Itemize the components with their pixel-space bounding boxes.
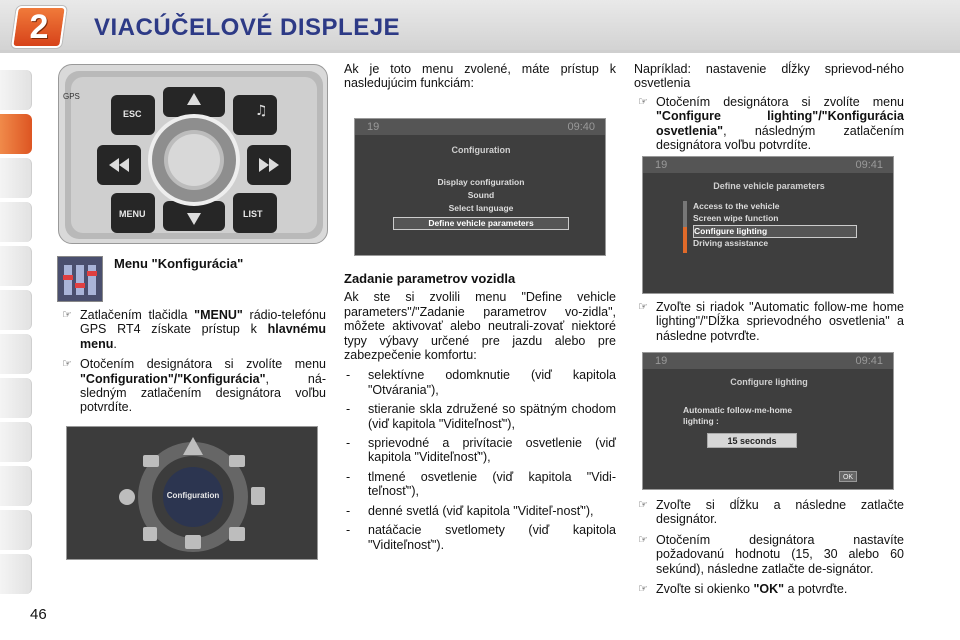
list-item: - denné svetlá (viď kapitola "Viditeľ-nosť"), [346,503,594,518]
screen-title: Define vehicle parameters [713,181,825,191]
esc-button-label: ESC [123,109,142,119]
screen-menu-item[interactable]: Access to the vehicle [693,201,780,211]
configuration-wheel-screen [66,426,318,560]
chapter-tab-active[interactable] [0,114,32,154]
define-vehicle-parameters-screen [642,156,894,294]
screen-status-left: 19 [655,355,668,367]
screen-menu-item[interactable]: Screen wipe function [693,213,779,223]
menu-configuration-heading: Menu "Konfigurácia" [114,256,244,271]
hand-pointer-icon: ☞ [638,301,648,313]
chapter-tab[interactable] [0,202,32,242]
screen-title: Configuration [451,145,511,155]
list-item: - natáčacie svetlomety (viď kapitola "Viditeľnosť"). [346,523,616,552]
screen-scrollbar[interactable] [683,201,687,253]
column-3-mid-text [634,300,904,349]
chapter-tabs [0,70,32,598]
column-1-text [58,308,326,421]
list-item: - stieranie skla združené so spätným chodom (viď kapitola "Viditeľnosť"), [346,402,616,431]
svg-text:GPS: GPS [63,92,80,101]
chapter-number: 2 [29,8,49,46]
list-item: - selektívne odomknutie (viď kapitola "Otvárania"), [346,368,616,397]
screen-menu-item[interactable]: Display configuration [437,177,525,187]
radio-control-photo [58,64,328,244]
hand-pointer-icon: ☞ [638,95,648,108]
bullet-item: ☞ Otočením designátora nastavíte požadovanú hodnotu (15, 30 alebo 60 sekúnd), následne zatlačte de-signátor. [634,533,904,576]
section-heading: Zadanie parametrov vozidla [344,271,516,286]
configure-lighting-screen [642,352,894,490]
list-item: - tlmené osvetlenie (viď kapitola "Vidi-teľnosť"), [346,469,616,499]
page-number: 46 [30,606,47,623]
hand-pointer-icon: ☞ [638,583,648,596]
wheel-center-label: Configuration [166,491,220,500]
configuration-screen [354,118,606,256]
bullet-item: ☞ Zatlačením tlačidla "MENU" rádio-telefónu GPS RT4 získate prístup k hlavnému menu. [58,308,326,351]
screen-menu-list [355,177,606,230]
column-2-intro: Ak je toto menu zvolené, máte prístup k nasledujúcim funkciám: [344,62,616,91]
chapter-tab[interactable] [0,334,32,374]
setting-label: lighting : [683,416,719,426]
screen-menu-item[interactable]: Select language [448,203,514,213]
screen-menu-item[interactable]: Sound [467,190,495,200]
screen-menu-item-selected[interactable]: Define vehicle parameters [393,217,569,230]
page-title: VIACÚČELOVÉ DISPLEJE [94,14,401,41]
screen-status-left: 19 [655,159,668,171]
example-intro: Napríklad: nastavenie dĺžky sprievod-ného osvetlenia [634,62,904,91]
menu-button-label: MENU [119,209,146,219]
chapter-tab[interactable] [0,70,32,110]
screen-menu-item[interactable]: Driving assistance [693,238,769,248]
chapter-tab[interactable] [0,422,32,462]
hand-pointer-icon: ☞ [638,533,648,546]
chapter-tab[interactable] [0,378,32,418]
duration-value-field[interactable]: 15 seconds [707,433,797,448]
screen-menu-list [693,201,883,250]
hand-pointer-icon: ☞ [62,309,72,321]
chapter-tab[interactable] [0,554,32,594]
screen-status-left: 19 [367,121,380,133]
chapter-tab[interactable] [0,510,32,550]
screen-menu-item-selected[interactable]: Configure lighting [693,225,857,238]
setting-label: Automatic follow-me-home [683,405,793,415]
bullet-item: ☞ Zvoľte si okienko "OK" a potvrďte. [634,582,904,596]
screen-clock: 09:41 [855,355,883,367]
chapter-tab[interactable] [0,466,32,506]
header-divider [0,50,960,53]
list-item: - sprievodné a privítacie osvetlenie (viď kapitola "Viditeľnosť"), [346,436,616,465]
ok-button[interactable]: OK [839,471,857,482]
column-2-text [344,272,616,557]
hand-pointer-icon: ☞ [638,499,648,511]
bullet-item: ☞ Otočením designátora si zvolíte menu "Configure lighting"/"Konfigurácia osvetlenia", následným zatlačením designátora voľbu potvrdíte. [634,95,904,153]
svg-text:♫: ♫ [255,103,268,119]
column-3-top-text [634,62,904,158]
bullet-item: ☞ Zvoľte si riadok "Automatic follow-me home lighting"/"Dĺžka sprievodného osvetlenia" a následne potvrďte. [634,300,904,343]
chapter-tab[interactable] [0,246,32,286]
screen-title: Configure lighting [730,377,808,387]
bullet-item: ☞ Zvoľte si dĺžku a následne zatlačte designátor. [634,498,904,527]
chapter-tab[interactable] [0,290,32,330]
column-3-bottom-text [634,498,904,602]
configuration-menu-icon [57,256,103,302]
list-button-label: LIST [243,209,263,219]
section-body: Ak ste si zvolili menu "Define vehicle parameters"/"Zadanie parametrov vo-zidla", môžete aktivovať alebo neutrali-zovať niektoré typy výbavy určené pre jazdu alebo pre zabezpečenie komfortu: [344,290,616,363]
screen-clock: 09:40 [567,121,595,133]
chapter-tab[interactable] [0,158,32,198]
hand-pointer-icon: ☞ [62,358,72,371]
bullet-item: ☞ Otočením designátora si zvolíte menu "Configuration"/"Konfigurácia", ná-sledným zatlačením designátora voľbu potvrdíte. [58,357,326,415]
screen-clock: 09:41 [855,159,883,171]
